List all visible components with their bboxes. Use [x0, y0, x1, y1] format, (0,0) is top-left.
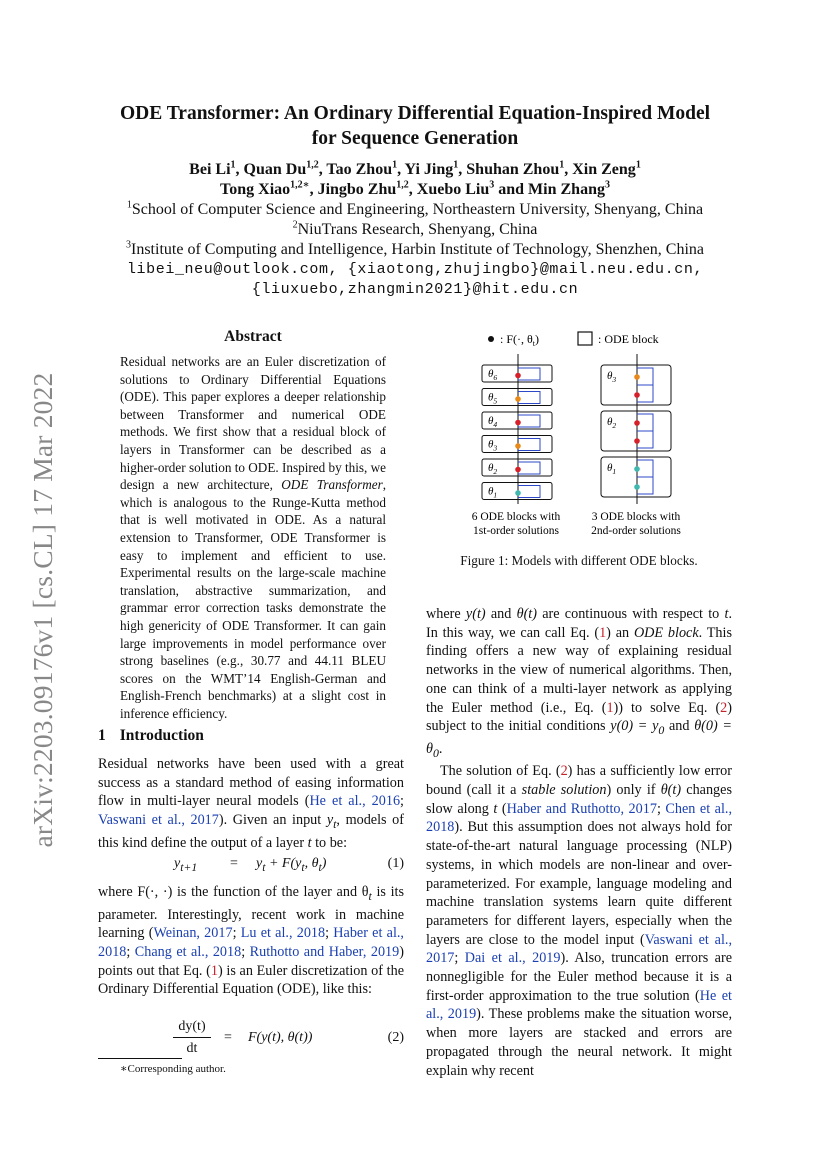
- residual-path: [518, 392, 540, 404]
- citation-link[interactable]: Haber et al., 2018: [98, 925, 404, 960]
- intro-paragraph-2: where F(·, ·) is the function of the layer and $\theta_t$ is its parameter. Interestingly, recent work in machine learning (Weinan, 2017; Lu et al., 2018; Haber et al., 2018; Chang et al., 2018; Ruthotto and Haber, 2019) points out that Eq. (1) is an Euler discretization of the Ordinary Differential Equation (ODE), like this:: [98, 884, 404, 998]
- equation-ref-link[interactable]: 1: [210, 962, 218, 979]
- equation-number: (2): [387, 1030, 404, 1045]
- author-line-1: Bei Li$^1$, Quan Du$^{1,2}$, Tao Zhou$^1$, Yi Jing$^1$, Shuhan Zhou$^1$, Xin Zeng$^1$: [189, 159, 641, 178]
- equation-number: (1): [387, 856, 404, 871]
- email-line-2: {liuxuebo,zhangmin2021}@hit.edu.cn: [251, 280, 579, 298]
- function-dot-icon: [634, 374, 640, 380]
- right-block-stack: [601, 354, 671, 504]
- title-line-2: for Sequence Generation: [311, 128, 519, 149]
- right-caption-line-1: 3 ODE blocks with: [591, 511, 681, 523]
- intro-heading: 1 Introduction: [98, 727, 204, 744]
- function-dot-icon: [515, 396, 521, 402]
- residual-path: [518, 368, 540, 380]
- legend-box-icon: [578, 332, 592, 345]
- citation-link[interactable]: He et al., 2019: [426, 987, 732, 1023]
- residual-path: [518, 415, 540, 427]
- equation-ref-link[interactable]: 1: [606, 699, 614, 716]
- citation-link[interactable]: Chen et al., 2018: [426, 800, 732, 836]
- citation-link[interactable]: Ruthotto and Haber, 2019: [249, 943, 400, 960]
- legend-dot-icon: [488, 336, 494, 342]
- function-dot-icon: [515, 443, 521, 449]
- block-label: $\theta_3$: [607, 370, 617, 384]
- affiliation-3: $^3$Institute of Computing and Intelligence, Harbin Institute of Technology, Shenzhen, China: [126, 239, 704, 258]
- left-caption-line-2: 1st-order solutions: [473, 525, 559, 537]
- figure-caption: Figure 1: Models with different ODE blocks.: [460, 553, 698, 568]
- block-label: $\theta_2$: [607, 416, 617, 430]
- left-block-stack: [482, 354, 552, 504]
- abstract-heading: Abstract: [224, 328, 282, 345]
- figure-1: [426, 328, 732, 543]
- paragraph: where y(t) and θ(t) are continuous with respect to t. In this way, we can call Eq. (1) an ODE block. This finding offers a new way of explaining residual networks in the view of numerical algorithms. Then, one can think of a multi-layer network as applying the Euler method (i.e., Eq. (1)) to solve Eq. (2) subject to the initial conditions $y(0) = y_0$ and $\theta(0) = \theta_0$.: [426, 606, 732, 760]
- right-column-text: [426, 605, 732, 1080]
- block-label: $\theta_6$: [488, 368, 498, 382]
- left-caption-line-1: 6 ODE blocks with: [471, 511, 561, 523]
- function-dot-icon: [634, 466, 640, 472]
- arxiv-sidebar: [18, 340, 68, 880]
- block-label: $\theta_1$: [607, 462, 617, 476]
- residual-path: [518, 462, 540, 474]
- paragraph: The solution of Eq. (2) has a sufficiently low error bound (call it a stable solution) only if θ(t) changes slow along t (Haber and Ruthotto, 2017; Chen et al., 2018). But this assumption does not always hold for state-of-the-art natural language processing (NLP) systems, in which models are non-linear and over-parameterized. For example, language modeling and machine translation systems learn quite different parameters for different layers, especially when the layers are close to the model input (Vaswani et al., 2017; Dai et al., 2019). Also, truncation errors are nonnegligible for the Euler method because it is a first-order approximation to the true solution (He et al., 2019). These problems make the situation worse, when more layers are stacked and errors are propagated through the neural network. It might explain why recent: [426, 763, 732, 1079]
- equation-ref-link[interactable]: 2: [720, 699, 728, 716]
- footnote-rule: [98, 1058, 182, 1059]
- equation-2: dy(t) dt = F(y(t), θ(t)) (2): [98, 1017, 404, 1061]
- intro-paragraph-1: Residual networks have been used with a great success as a standard method of easing information flow in multi-layer neural models (He et al., 2016; Vaswani et al., 2017). Given an input $y_t$, models of this kind define the output of a layer t to be:: [98, 756, 404, 851]
- author-line-2: Tong Xiao$^{1,2∗}$, Jingbo Zhu$^{1,2}$, Xuebo Liu$^3$ and Min Zhang$^3$: [220, 179, 610, 198]
- citation-link[interactable]: Lu et al., 2018: [240, 925, 326, 942]
- equation-1: $y_{t+1}$ = $y_t + F(y_t$, $\theta_t$) (1): [174, 856, 404, 874]
- abstract-body: Residual networks are an Euler discretization of solutions to Ordinary Differential Equations (ODE). This paper explores a deeper relationship between Transformer and numerical ODE methods. We first show that a residual block of layers in Transformer can be described as a higher-order solution to ODE. Inspired by this, we design a new architecture, ODE Transformer, which is analogous to the Runge-Kutta method that is well motivated in ODE. As a natural extension to Transformer, ODE Transformer is easy to implement and efficient to use. Experimental results on the large-scale machine translation, abstractive summarization, and grammar error correction tasks demonstrate the high genericity of ODE Transformer. It can gain large improvements in model performance over strong baselines (e.g., 30.77 and 44.11 BLEU scores on the WMT’14 English-German and English-French benchmarks) at a slight cost in inference efficiency.: [120, 354, 387, 721]
- function-dot-icon: [515, 373, 521, 379]
- equation-ref-link[interactable]: 2: [560, 763, 568, 780]
- email-line-1: libei_neu@outlook.com, {xiaotong,zhujingbo}@mail.neu.edu.cn,: [126, 261, 704, 278]
- title-line-1: ODE Transformer: An Ordinary Differential Equation-Inspired Model: [119, 103, 711, 124]
- block-label: $\theta_1$: [488, 485, 498, 500]
- author-block: [90, 160, 740, 299]
- footnote: ∗Corresponding author.: [120, 1063, 226, 1075]
- function-dot-icon: [634, 484, 640, 490]
- ode-blocks-diagram: [426, 328, 732, 543]
- equation-ref-link[interactable]: 1: [599, 624, 607, 641]
- legend-function-label: : F(·, $\theta_t$): [500, 332, 539, 348]
- function-dot-icon: [515, 467, 521, 473]
- paper-title: [90, 101, 740, 151]
- function-dot-icon: [634, 438, 640, 444]
- residual-path: [518, 486, 540, 498]
- right-caption-line-2: 2nd-order solutions: [591, 525, 681, 537]
- function-dot-icon: [634, 392, 640, 398]
- citation-link[interactable]: Chang et al., 2018: [134, 943, 242, 960]
- residual-path: [518, 439, 540, 451]
- function-dot-icon: [634, 420, 640, 426]
- citation-link[interactable]: Vaswani et al., 2017: [426, 931, 732, 967]
- arxiv-id: arXiv:2203.09176v1 [cs.CL] 17 Mar 2022: [27, 372, 58, 848]
- function-dot-icon: [515, 490, 521, 496]
- block-label: $\theta_5$: [488, 391, 498, 406]
- affiliation-2: $^2$NiuTrans Research, Shenyang, China: [292, 219, 538, 238]
- block-label: $\theta_3$: [488, 438, 498, 453]
- block-label: $\theta_2$: [488, 462, 498, 476]
- citation-link[interactable]: Dai et al., 2019: [464, 950, 561, 967]
- legend-box-label: : ODE block: [598, 332, 659, 346]
- citation-link[interactable]: Vaswani et al., 2017: [98, 812, 219, 829]
- citation-link[interactable]: Weinan, 2017: [153, 925, 233, 942]
- function-dot-icon: [515, 420, 521, 426]
- fraction: dy(t) dt: [173, 1017, 211, 1058]
- citation-link[interactable]: Haber and Ruthotto, 2017: [506, 800, 657, 817]
- block-label: $\theta_4$: [488, 415, 498, 429]
- affiliation-1: $^1$School of Computer Science and Engineering, Northeastern University, Shenyang, China: [126, 199, 704, 218]
- citation-link[interactable]: He et al., 2016: [309, 793, 401, 810]
